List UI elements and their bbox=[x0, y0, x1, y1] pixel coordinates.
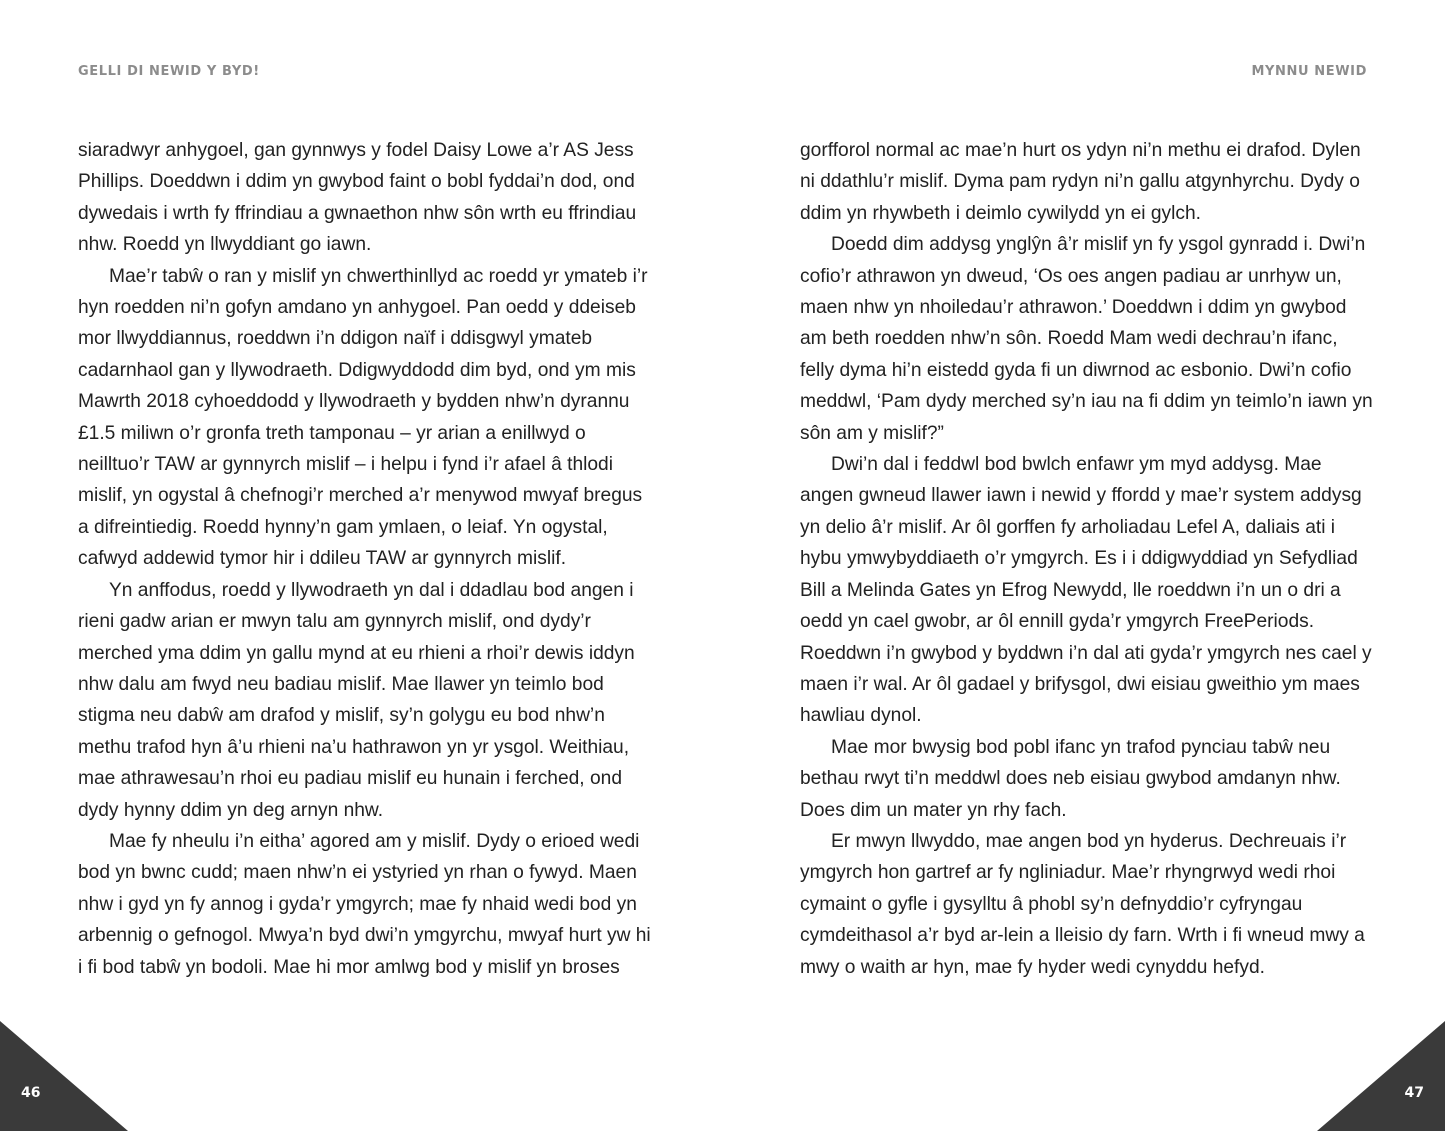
paragraph: Mae mor bwysig bod pobl ifanc yn trafod pynciau tabŵ neu bethau rwyt ti’n meddwl does neb eisiau gwybod amdanyn nhw. Does dim un mater yn rhy fach. bbox=[800, 736, 1341, 821]
running-head-left: GELLI DI NEWID Y BYD! bbox=[78, 64, 260, 79]
page-number-left: 46 bbox=[21, 1085, 41, 1101]
paragraph: siaradwyr anhygoel, gan gynnwys y fodel Daisy Lowe a’r AS Jess Phillips. Doeddwn i ddim yn gwybod faint o bobl fyddai’n dod, ond dywedais i wrth fy ffrindiau a gwnaethon nhw sôn wrth eu ffrindiau nhw. Roedd yn llwyddiant go iawn. bbox=[78, 140, 637, 256]
paragraph: Dwi’n dal i feddwl bod bwlch enfawr ym myd addysg. Mae angen gwneud llawer iawn i newid y ffordd y mae’r system addysg yn delio â’r mislif. Ar ôl gorffen fy arholiadau Lefel A, daliais ati i hybu ymwybyddiaeth o’r ymgyrch. Es i i ddigwyddiad yn Sefydliad Bill a Melinda Gates yn Efrog Newydd, lle roeddwn i’n un o dri a oedd yn cael gwobr, ar ôl ennill gyda’r ymgyrch FreePeriods. Roeddwn i’n gwybod y byddwn i’n dal ati gyda’r ymgyrch nes cael y maen i’r wal. Ar ôl gadael y brifysgol, dwi eisiau gweithio ym maes hawliau dynol. bbox=[800, 454, 1372, 727]
running-head-right: MYNNU NEWID bbox=[1251, 64, 1367, 79]
paragraph: Er mwyn llwyddo, mae angen bod yn hyderus. Dechreuais i’r ymgyrch hon gartref ar fy ngliniadur. Mae’r rhyngrwyd wedi rhoi cymaint o gyfle i gysylltu â phobl sy’n defnyddio’r cyfryngau cymdeithasol a’r byd ar-lein a lleisio dy farn. Wrth i fi wneud mwy a mwy o waith ar hyn, mae fy hyder wedi cynyddu hefyd. bbox=[800, 830, 1365, 978]
right-page-body bbox=[800, 135, 1375, 983]
paragraph: Doedd dim addysg ynglŷn â’r mislif yn fy ysgol gynradd i. Dwi’n cofio’r athrawon yn dweud, ‘Os oes angen padiau ar unrhyw un, maen nhw yn nhoiledau’r athrawon.’ Doeddwn i ddim yn gwybod am beth roedden nhw’n sôn. Roedd Mam wedi dechrau’n ifanc, felly dyma hi’n eistedd gyda fi un diwrnod ac esbonio. Dwi’n cofio meddwl, ‘Pam dydy merched sy’n iau na fi ddim yn teimlo’n iawn yn sôn am y mislif?” bbox=[800, 234, 1373, 444]
corner-triangle-left bbox=[0, 1021, 130, 1131]
page-number-right: 47 bbox=[1404, 1085, 1424, 1101]
paragraph: Mae’r tabŵ o ran y mislif yn chwerthinllyd ac roedd yr ymateb i’r hyn roedden ni’n gofyn amdano yn anhygoel. Pan oedd y ddeiseb mor llwyddiannus, roeddwn i’n ddigon naïf i ddisgwyl ymateb cadarnhaol gan y llywodraeth. Ddigwyddodd dim byd, ond ym mis Mawrth 2018 cyhoeddodd y llywodraeth y bydden nhw’n dyrannu £1.5 miliwn o’r gronfa treth tamponau – yr arian a enillwyd o neilltuo’r TAW ar gynnyrch mislif – i helpu i fynd i’r afael â thlodi mislif, yn ogystal â chefnogi’r merched a’r menywod mwyaf bregus a difreintiedig. Roedd hynny’n gam ymlaen, o leiaf. Yn ogystal, cafwyd addewid tymor hir i ddileu TAW ar gynnyrch mislif. bbox=[78, 265, 648, 570]
left-page-body bbox=[78, 135, 653, 983]
paragraph: Yn anffodus, roedd y llywodraeth yn dal i ddadlau bod angen i rieni gadw arian er mwyn talu am gynnyrch mislif, ond dydy’r merched yma ddim yn gallu mynd at eu rhieni a rhoi’r dewis iddyn nhw dalu am fwyd neu badiau mislif. Mae llawer yn teimlo bod stigma neu dabŵ am drafod y mislif, sy’n golygu eu bod nhw’n methu trafod hyn â’u rhieni na’u hathrawon yn yr ysgol. Weithiau, mae athrawesau’n rhoi eu padiau mislif eu hunain i ferched, ond dydy hynny ddim yn deg arnyn nhw. bbox=[78, 579, 635, 821]
paragraph: gorfforol normal ac mae’n hurt os ydyn ni’n methu ei drafod. Dylen ni ddathlu’r mislif. Dyma pam rydyn ni’n gallu atgynhyrchu. Dydy o ddim yn rhywbeth i deimlo cywilydd yn ei gylch. bbox=[800, 140, 1361, 224]
paragraph: Mae fy nheulu i’n eitha’ agored am y mislif. Dydy o erioed wedi bod yn bwnc cudd; maen nhw’n ei ystyried yn rhan o fywyd. Maen nhw i gyd yn fy annog i gyda’r ymgyrch; mae fy nhaid wedi bod yn arbennig o gefnogol. Mwya’n byd dwi’n ymgyrchu, mwyaf hurt yw hi i fi bod tabŵ yn bodoli. Mae hi mor amlwg bod y mislif yn broses bbox=[78, 830, 651, 978]
corner-triangle-right bbox=[1315, 1021, 1445, 1131]
